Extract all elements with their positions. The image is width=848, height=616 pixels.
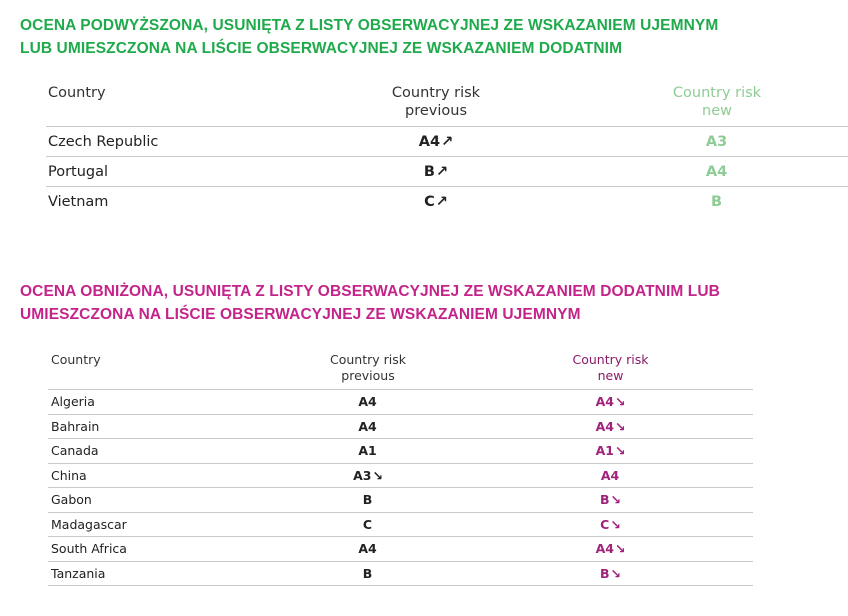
trend-arrow-icon: ↗ <box>435 193 448 210</box>
header-previous-line1: Country risk <box>391 85 481 101</box>
upgrade-heading-line2: LUB UMIESZCZONA NA LIŚCIE OBSERWACYJNEJ ZE WSKAZANIEM DODATNIM <box>20 40 623 57</box>
country-cell <box>48 439 268 464</box>
header-previous-line2: previous <box>405 103 467 119</box>
upgrade-table-header <box>46 84 848 127</box>
new-rating-value: A3 <box>705 133 728 150</box>
country-cell <box>48 488 268 513</box>
upgrade-table <box>46 84 848 216</box>
new-rating-value: B <box>710 193 723 210</box>
downgrade-heading-line2: UMIESZCZONA NA LIŚCIE OBSERWACYJNEJ ZE WSKAZANIEM UJEMNYM <box>20 306 581 323</box>
country-cell <box>46 157 286 187</box>
country-cell <box>48 463 268 488</box>
new-rating-value: B <box>599 492 610 508</box>
downgrade-heading <box>20 280 720 326</box>
previous-rating-value: A4 <box>358 394 377 410</box>
previous-rating-cell <box>268 561 468 586</box>
previous-rating-value: A4 <box>358 418 377 434</box>
country-cell <box>48 414 268 439</box>
country-value: Czech Republic <box>48 133 159 150</box>
new-rating-value: A4 <box>595 541 614 557</box>
country-value: South Africa <box>51 541 127 557</box>
new-rating-cell <box>468 537 753 562</box>
header-new-line1: Country risk <box>572 352 649 367</box>
header-previous <box>268 352 468 390</box>
new-rating-cell <box>468 439 753 464</box>
country-cell <box>48 561 268 586</box>
previous-rating-value: A3 <box>353 467 372 483</box>
downgrade-table <box>48 352 753 586</box>
table-row <box>48 537 753 562</box>
previous-rating-cell <box>268 390 468 415</box>
new-rating-cell <box>468 463 753 488</box>
trend-arrow-icon: ↘ <box>614 541 626 557</box>
country-value: Portugal <box>48 163 109 180</box>
new-rating-cell <box>586 157 848 187</box>
table-row <box>46 157 848 187</box>
previous-rating-cell <box>268 537 468 562</box>
trend-arrow-icon: ↘ <box>614 394 626 410</box>
new-rating-value: A1 <box>595 443 614 459</box>
table-row <box>48 463 753 488</box>
previous-rating-value: B <box>362 492 373 508</box>
header-previous-line2: previous <box>341 368 395 383</box>
upgrade-heading <box>20 14 718 60</box>
trend-arrow-icon: ↘ <box>610 565 621 581</box>
new-rating-cell <box>586 127 848 157</box>
trend-arrow-icon: ↘ <box>614 443 626 459</box>
new-rating-value: A4 <box>600 467 620 483</box>
previous-rating-value: A1 <box>358 443 377 459</box>
new-rating-value: A4 <box>705 163 728 180</box>
previous-rating-value: C <box>424 193 435 210</box>
header-country: Country <box>51 352 101 367</box>
upgrade-heading-line1: OCENA PODWYŻSZONA, USUNIĘTA Z LISTY OBSERWACYJNEJ ZE WSKAZANIEM UJEMNYM <box>20 17 719 34</box>
country-value: Bahrain <box>51 418 100 434</box>
country-value: Algeria <box>51 394 95 410</box>
new-rating-cell <box>586 187 848 217</box>
trend-arrow-icon: ↘ <box>614 418 626 434</box>
table-row <box>48 561 753 586</box>
previous-rating-value: C <box>362 516 373 532</box>
previous-rating-cell <box>286 187 586 217</box>
downgrade-table-header <box>48 352 753 390</box>
table-row <box>48 512 753 537</box>
previous-rating-cell <box>268 439 468 464</box>
new-rating-value: C <box>600 516 610 532</box>
table-row <box>48 488 753 513</box>
country-cell <box>46 127 286 157</box>
previous-rating-cell <box>268 488 468 513</box>
previous-rating-value: A4 <box>358 541 377 557</box>
country-value: Madagascar <box>51 516 127 532</box>
country-cell <box>48 512 268 537</box>
header-country: Country <box>48 85 106 101</box>
previous-rating-cell <box>268 463 468 488</box>
previous-rating-cell <box>268 414 468 439</box>
country-value: Tanzania <box>51 565 106 581</box>
header-new <box>468 352 753 390</box>
new-rating-cell <box>468 488 753 513</box>
trend-arrow-icon: ↗ <box>441 133 454 150</box>
trend-arrow-icon: ↘ <box>610 516 621 532</box>
country-value: Gabon <box>51 492 92 508</box>
new-rating-cell <box>468 512 753 537</box>
header-previous <box>286 84 586 127</box>
country-cell <box>48 390 268 415</box>
new-rating-value: B <box>599 565 610 581</box>
table-row <box>48 439 753 464</box>
trend-arrow-icon: ↘ <box>610 492 621 508</box>
previous-rating-value: A4 <box>418 133 441 150</box>
header-new-line1: Country risk <box>672 85 762 101</box>
table-row <box>48 414 753 439</box>
country-cell <box>46 187 286 217</box>
table-row <box>46 187 848 217</box>
previous-rating-value: B <box>423 163 435 180</box>
new-rating-value: A4 <box>595 394 614 410</box>
country-cell <box>48 537 268 562</box>
new-rating-cell <box>468 390 753 415</box>
table-row <box>46 127 848 157</box>
previous-rating-cell <box>268 512 468 537</box>
country-value: China <box>51 467 87 483</box>
table-row <box>48 390 753 415</box>
header-previous-line1: Country risk <box>330 352 406 367</box>
previous-rating-cell <box>286 157 586 187</box>
downgrade-heading-line1: OCENA OBNIŻONA, USUNIĘTA Z LISTY OBSERWACYJNEJ ZE WSKAZANIEM DODATNIM LUB <box>20 283 720 300</box>
header-new <box>586 84 848 127</box>
previous-rating-cell <box>286 127 586 157</box>
new-rating-cell <box>468 414 753 439</box>
header-new-line2: new <box>702 103 732 119</box>
trend-arrow-icon: ↘ <box>372 467 383 483</box>
header-new-line2: new <box>597 368 624 383</box>
new-rating-value: A4 <box>595 418 614 434</box>
country-value: Vietnam <box>48 193 109 210</box>
previous-rating-value: B <box>362 565 373 581</box>
trend-arrow-icon: ↗ <box>435 163 449 180</box>
country-value: Canada <box>51 443 99 459</box>
new-rating-cell <box>468 561 753 586</box>
